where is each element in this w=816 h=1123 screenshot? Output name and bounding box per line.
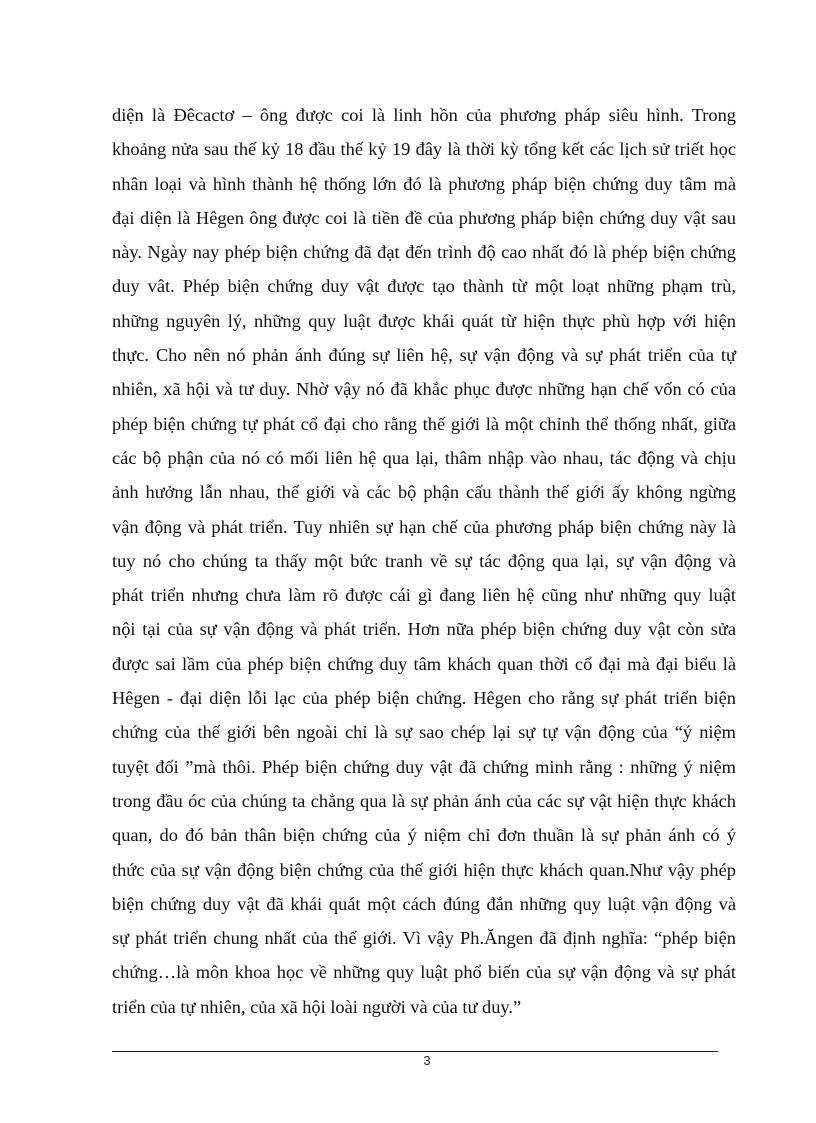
paragraph-line: nội tại của sự vận động và phát triển. Hơn nữa phép biện chứng duy vật còn sửa xyxy=(112,619,736,640)
paragraph-line: quan, do đó bản thân biện chứng của ý niệm chỉ đơn thuần là sự phản ánh có ý xyxy=(112,825,736,846)
paragraph-line: vận động và phát triển. Tuy nhiên sự hạn chế của phương pháp biện chứng này là xyxy=(112,516,736,537)
paragraph-line: phép biện chứng tự phát cổ đại cho rằng thế giới là một chỉnh thể thống nhất, giữa xyxy=(112,413,736,434)
paragraph-line: Hêgen - đại diện lỗi lạc của phép biện chứng. Hêgen cho rằng sự phát triển biện xyxy=(112,688,736,709)
page-number: 3 xyxy=(423,1053,431,1068)
paragraph-line: đại diện là Hêgen ông được coi là tiền đề của phương pháp biện chứng duy vật sau xyxy=(112,207,736,228)
paragraph-line: những nguyên lý, những quy luật được khái quát từ hiện thực phù hợp với hiện xyxy=(112,310,736,331)
paragraph-line: diện là Đêcactơ – ông được coi là linh hồn của phương pháp siêu hình. Trong xyxy=(112,105,736,125)
paragraph-line: tuyệt đối ”mà thôi. Phép biện chứng duy vật đã chứng minh rằng : những ý niệm xyxy=(112,756,736,777)
paragraph-line: này. Ngày nay phép biện chứng đã đạt đến trình độ cao nhất đó là phép biện chứng xyxy=(112,242,736,263)
paragraph-line: triển của tự nhiên, của xã hội loài người và của tư duy.” xyxy=(112,996,522,1017)
paragraph-line: chứng…là môn khoa học về những quy luật phổ biến của sự vận động và sự phát xyxy=(112,962,736,983)
paragraph-line: duy vât. Phép biện chứng duy vật được tạo thành từ một loạt những phạm trù, xyxy=(112,276,736,297)
paragraph-line: sự phát triển chung nhất của thế giới. Vì vậy Ph.Ăngen đã định nghĩa: “phép biện xyxy=(112,928,736,949)
paragraph-line: nhân loại và hình thành hệ thống lớn đó là phương pháp biện chứng duy tâm mà xyxy=(112,173,736,194)
paragraph-line: nhiên, xã hội và tư duy. Nhờ vậy nó đã khắc phục được những hạn chế vốn có của xyxy=(112,379,736,400)
paragraph-line: ảnh hưởng lẫn nhau, thế giới và các bộ phận cấu thành thế giới ấy không ngừng xyxy=(112,482,736,503)
paragraph-line: trong đầu óc của chúng ta chẳng qua là sự phản ánh của các sự vật hiện thực khách xyxy=(112,790,736,811)
paragraph-line: biện chứng duy vật đã khái quát một cách đúng đắn những quy luật vận động và xyxy=(112,893,736,914)
paragraph-line: tuy nó cho chúng ta thấy một bức tranh về sự tác động qua lại, sự vận động và xyxy=(112,550,736,571)
paragraph-line: chứng của thế giới bên ngoài chỉ là sự sao chép lại sự tự vận động của “ý niệm xyxy=(112,722,736,743)
paragraph-line: phát triển nhưng chưa làm rõ được cái gì đang liên hệ cũng như những quy luật xyxy=(112,585,736,606)
body-paragraph xyxy=(112,98,736,1024)
paragraph-line: khoảng nửa sau thế kỷ 18 đầu thế kỷ 19 đây là thời kỳ tổng kết các lịch sử triết học xyxy=(112,139,736,160)
paragraph-line: thực. Cho nên nó phản ánh đúng sự liên hệ, sự vận động và sự phát triển của tự xyxy=(112,345,736,366)
paragraph-line: các bộ phận của nó có mối liên hệ qua lại, thâm nhập vào nhau, tác động và chịu xyxy=(112,447,736,468)
paragraph-line: được sai lầm của phép biện chứng duy tâm khách quan thời cổ đại mà đại biểu là xyxy=(112,653,736,674)
paragraph-line: thức của sự vận động biện chứng của thế giới hiện thực khách quan.Như vậy phép xyxy=(112,859,736,880)
